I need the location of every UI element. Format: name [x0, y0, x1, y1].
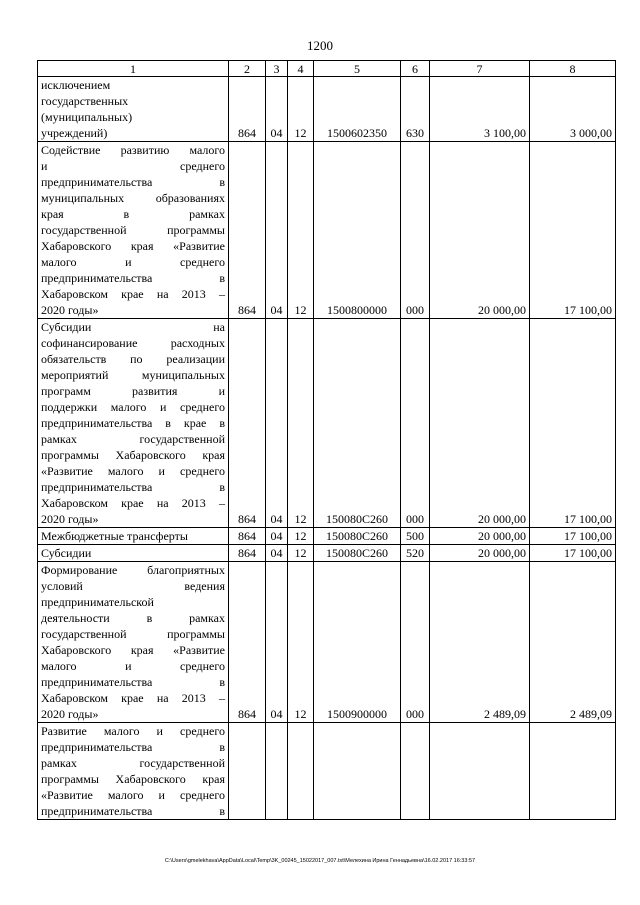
cell-name-line: программ развития и — [41, 384, 225, 398]
cell-name-line: софинансирование расходных — [41, 336, 225, 350]
cell-csr: 1500800000 — [314, 142, 401, 319]
cell-rz: 04 — [266, 319, 288, 528]
table-body — [38, 77, 616, 820]
cell-rz: 04 — [266, 562, 288, 723]
cell-pr: 12 — [288, 562, 314, 723]
header-col-6: 6 — [401, 61, 430, 77]
cell-name-line: муниципальных образованиях — [41, 191, 225, 205]
cell-name-line: (муниципальных) — [41, 110, 133, 124]
cell-sum-2017: 17 100,00 — [530, 545, 616, 562]
cell-name-line: Хабаровском крае на 2013 – — [41, 691, 225, 705]
cell-name-line: предпринимательства в — [41, 271, 225, 285]
cell-sum-2016: 20 000,00 — [430, 528, 530, 545]
page-number: 1200 — [307, 38, 333, 53]
cell-name-line: Субсидии — [41, 546, 92, 560]
cell-pr: 12 — [288, 77, 314, 142]
cell-ved: 864 — [229, 562, 266, 723]
cell-name-line: 2020 годы» — [41, 707, 99, 721]
table-row — [38, 562, 616, 723]
cell-name-line: предпринимательства в — [41, 804, 225, 818]
cell-name-line: программы Хабаровского края — [41, 448, 225, 462]
cell-name-line: и среднего — [41, 159, 225, 173]
header-col-7: 7 — [430, 61, 530, 77]
cell-name-line: предпринимательской — [41, 595, 154, 609]
cell-name-line: малого и среднего — [41, 255, 225, 269]
cell-name-line: края в рамках — [41, 207, 225, 221]
cell-name-line: программы Хабаровского края — [41, 772, 225, 786]
cell-ved: 864 — [229, 142, 266, 319]
cell-name — [38, 545, 229, 562]
cell-sum-2016 — [430, 723, 530, 820]
cell-rz: 04 — [266, 142, 288, 319]
cell-ved: 864 — [229, 319, 266, 528]
cell-name-line: Хабаровском крае на 2013 – — [41, 287, 225, 301]
cell-name-line: обязательств по реализации — [41, 352, 225, 366]
cell-name — [38, 142, 229, 319]
cell-name-line: малого и среднего — [41, 659, 225, 673]
table-row — [38, 723, 616, 820]
cell-name-line: Хабаровского края «Развитие — [41, 643, 225, 657]
cell-ved: 864 — [229, 77, 266, 142]
table-row — [38, 319, 616, 528]
cell-name-line: учреждений) — [41, 126, 108, 140]
table-row — [38, 528, 616, 545]
cell-sum-2017: 17 100,00 — [530, 528, 616, 545]
cell-name-line: мероприятий муниципальных — [41, 368, 225, 382]
cell-name-line: рамках государственной — [41, 756, 225, 770]
cell-ved: 864 — [229, 528, 266, 545]
cell-sum-2017: 17 100,00 — [530, 142, 616, 319]
cell-name-line: государственной программы — [41, 223, 225, 237]
cell-sum-2017: 2 489,09 — [530, 562, 616, 723]
cell-name-line: Содействие развитию малого — [41, 143, 225, 157]
header-col-3: 3 — [266, 61, 288, 77]
cell-name-line: поддержки малого и среднего — [41, 400, 225, 414]
cell-name-line: «Развитие малого и среднего — [41, 788, 225, 802]
cell-vr: 000 — [401, 562, 430, 723]
cell-name-line: предпринимательства в крае в — [41, 416, 225, 430]
cell-rz: 04 — [266, 528, 288, 545]
cell-csr: 1500900000 — [314, 562, 401, 723]
cell-vr: 000 — [401, 142, 430, 319]
cell-name-line: предпринимательства в — [41, 740, 225, 754]
cell-vr — [401, 723, 430, 820]
cell-pr: 12 — [288, 545, 314, 562]
cell-name-line: государственных — [41, 94, 129, 108]
cell-rz: 04 — [266, 77, 288, 142]
cell-name-line: предпринимательства в — [41, 480, 225, 494]
cell-name-line: государственной программы — [41, 627, 225, 641]
cell-name-line: 2020 годы» — [41, 303, 99, 317]
cell-name-line: «Развитие малого и среднего — [41, 464, 225, 478]
cell-name-line: Формирование благоприятных — [41, 563, 225, 577]
cell-sum-2017 — [530, 723, 616, 820]
header-col-8: 8 — [530, 61, 616, 77]
cell-name — [38, 319, 229, 528]
header-col-1: 1 — [38, 61, 229, 77]
cell-pr: 12 — [288, 142, 314, 319]
cell-sum-2016: 20 000,00 — [430, 545, 530, 562]
cell-vr: 520 — [401, 545, 430, 562]
cell-csr: 150080С260 — [314, 319, 401, 528]
budget-table — [37, 60, 616, 820]
table-row — [38, 142, 616, 319]
cell-name-line: исключением — [41, 78, 111, 92]
cell-sum-2016: 2 489,09 — [430, 562, 530, 723]
cell-rz — [266, 723, 288, 820]
cell-name-line: Хабаровского края «Развитие — [41, 239, 225, 253]
cell-name-line: Хабаровском крае на 2013 – — [41, 496, 225, 510]
cell-sum-2016: 20 000,00 — [430, 142, 530, 319]
cell-vr: 500 — [401, 528, 430, 545]
cell-name-line: Субсидии на — [41, 320, 225, 334]
cell-csr: 150080С260 — [314, 528, 401, 545]
table-header-row — [38, 61, 616, 77]
cell-name — [38, 723, 229, 820]
cell-name-line: рамках государственной — [41, 432, 225, 446]
cell-vr: 000 — [401, 319, 430, 528]
footer-path: C:\Users\gmelekhava\AppData\Local\Temp\3K_00245_15022017_007.txt\Мелехина Ирина Геннадьевна\16.02.2017 16:33:57 — [164, 858, 476, 864]
cell-pr — [288, 723, 314, 820]
cell-sum-2016: 3 100,00 — [430, 77, 530, 142]
cell-name — [38, 77, 229, 142]
cell-name-line: предпринимательства в — [41, 175, 225, 189]
cell-name — [38, 528, 229, 545]
cell-ved: 864 — [229, 545, 266, 562]
table-row — [38, 545, 616, 562]
cell-csr: 1500602350 — [314, 77, 401, 142]
header-col-4: 4 — [288, 61, 314, 77]
cell-name-line: Межбюджетные трансферты — [41, 529, 188, 543]
table-row — [38, 77, 616, 142]
cell-csr: 150080С260 — [314, 545, 401, 562]
cell-sum-2017: 17 100,00 — [530, 319, 616, 528]
cell-name-line: условий ведения — [41, 579, 225, 593]
header-col-2: 2 — [229, 61, 266, 77]
cell-sum-2016: 20 000,00 — [430, 319, 530, 528]
cell-name-line: предпринимательства в — [41, 675, 225, 689]
cell-rz: 04 — [266, 545, 288, 562]
header-col-5: 5 — [314, 61, 401, 77]
cell-name-line: деятельности в рамках — [41, 611, 225, 625]
cell-pr: 12 — [288, 528, 314, 545]
cell-name-line: 2020 годы» — [41, 512, 99, 526]
cell-sum-2017: 3 000,00 — [530, 77, 616, 142]
cell-name-line: Развитие малого и среднего — [41, 724, 225, 738]
cell-vr: 630 — [401, 77, 430, 142]
cell-name — [38, 562, 229, 723]
cell-pr: 12 — [288, 319, 314, 528]
cell-ved — [229, 723, 266, 820]
cell-csr — [314, 723, 401, 820]
